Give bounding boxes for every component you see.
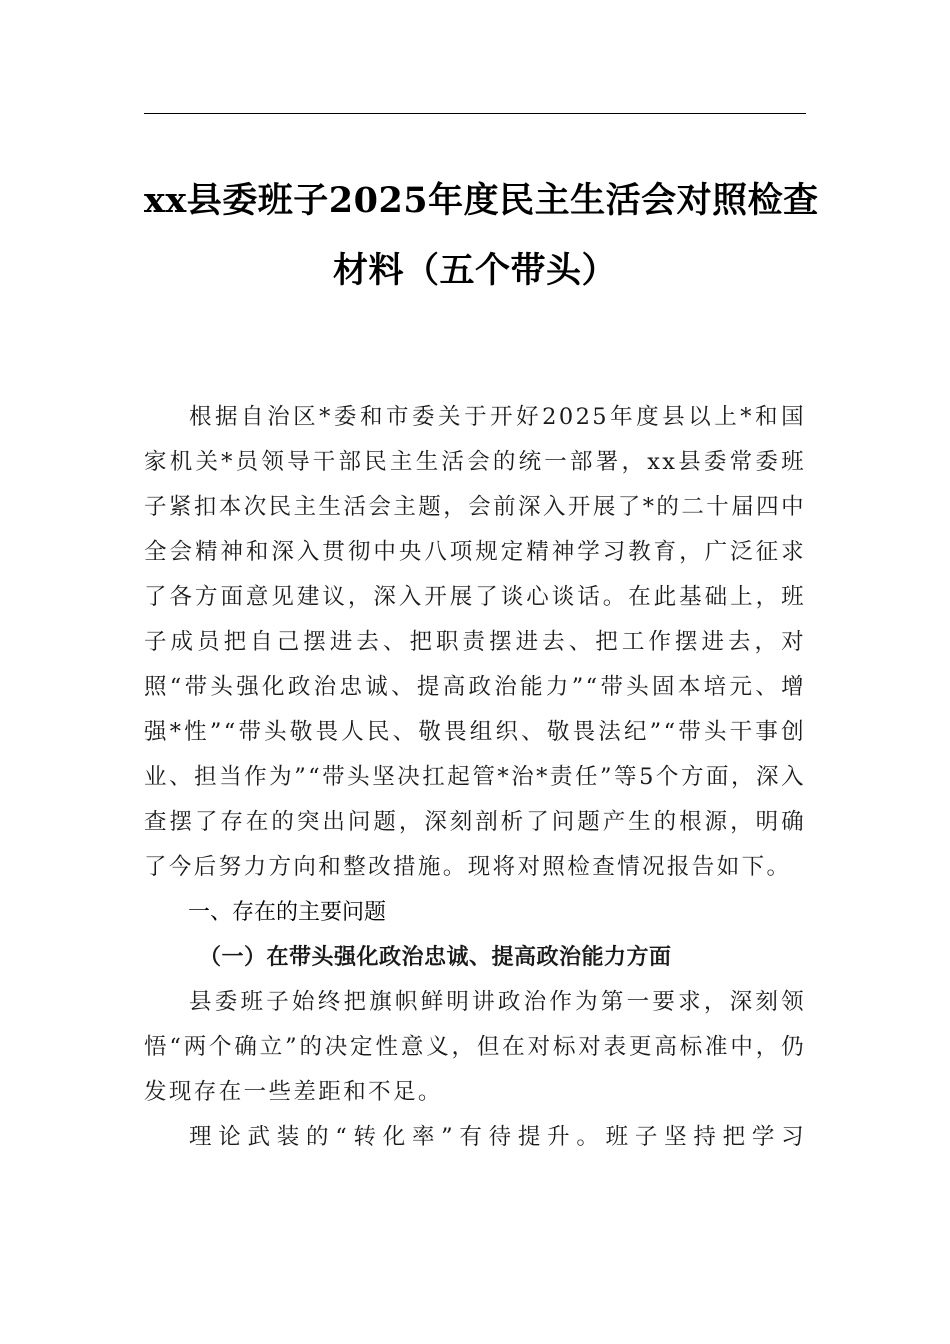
subsection-heading-1: （一）在带头强化政治忠诚、提高政治能力方面 [199, 944, 672, 970]
intro-paragraph: 根据自治区*委和市委关于开好2025年度县以上*和国家机关*员领导干部民主生活会的统一部署，xx县委常委班子紧扣本次民主生活会主题，会前深入开展了*的二十届四中全会精神和深入贯彻中央八项规定精神学习教育，广泛征求了各方面意见建议，深入开展了谈心谈话。在此基础上，班子成员把自己摆进去、把职责摆进去、把工作摆进去，对照“带头强化政治忠诚、提高政治能力”“带头固本培元、增强*性”“带头敬畏人民、敬畏组织、敬畏法纪”“带头干事创业、担当作为”“带头坚决扛起管*治*责任”等5个方面，深入查摆了存在的突出问题，深刻剖析了问题产生的根源，明确了今后努力方向和整改措施。现将对照检查情况报告如下。 [144, 404, 806, 880]
title-line-2: 材料（五个带头） [332, 250, 617, 291]
header-rule [144, 113, 806, 114]
paragraph-2: 县委班子始终把旗帜鲜明讲政治作为第一要求，深刻领悟“两个确立”的决定性意义，但在对标对表更高标准中，仍发现存在一些差距和不足。 [144, 989, 806, 1105]
paragraph-3: 理论武装的“转化率”有待提升。班子坚持把学习 [189, 1124, 806, 1150]
document-title [144, 166, 819, 306]
title-line-1: xx县委班子2025年度民主生活会对照检查 [144, 180, 819, 221]
section-heading-1: 一、存在的主要问题 [188, 900, 387, 925]
document-body [144, 395, 806, 1160]
